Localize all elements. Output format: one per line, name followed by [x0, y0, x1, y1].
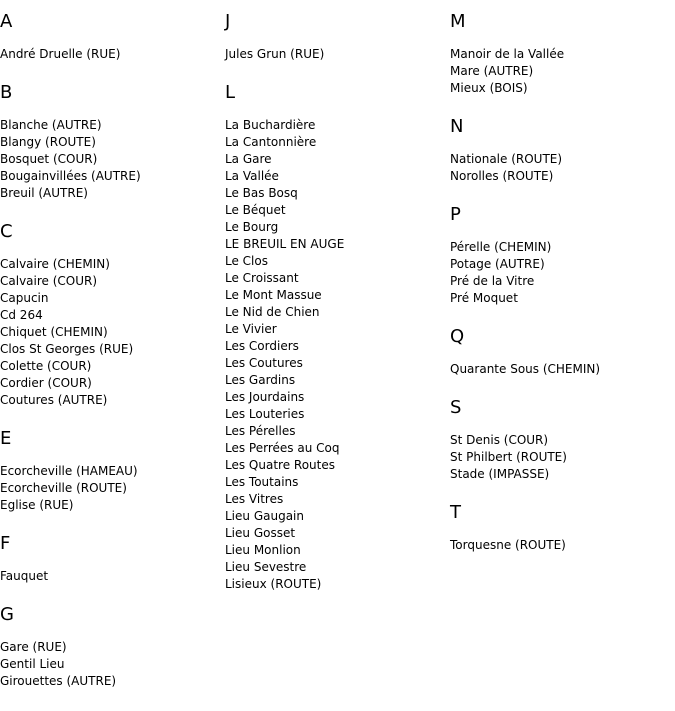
street-item[interactable]: Breuil (AUTRE) [0, 186, 88, 200]
street-item[interactable]: Lieu Sevestre [225, 560, 307, 574]
letter-heading: M [450, 11, 466, 32]
street-item[interactable]: Les Perrées au Coq [225, 441, 340, 455]
street-list [450, 361, 600, 378]
letter-group-g [0, 605, 141, 690]
letter-group-p [450, 205, 600, 307]
street-item[interactable]: Gare (RUE) [0, 640, 67, 654]
letter-heading: G [0, 604, 14, 625]
street-list [225, 117, 344, 593]
street-item[interactable]: Mare (AUTRE) [450, 64, 534, 78]
letter-group-a [0, 12, 141, 63]
letter-group-f [0, 534, 141, 585]
street-item[interactable]: Blanche (AUTRE) [0, 118, 102, 132]
letter-heading: Q [450, 326, 465, 347]
street-item[interactable]: Lieu Monlion [225, 543, 301, 557]
letter-heading: E [0, 428, 12, 449]
street-item[interactable]: Pré Moquet [450, 291, 518, 305]
street-list [450, 46, 600, 97]
street-item[interactable]: Les Quatre Routes [225, 458, 335, 472]
letter-group-s [450, 398, 600, 483]
letter-heading: B [0, 82, 13, 103]
street-list [0, 256, 141, 409]
street-item[interactable]: Capucin [0, 291, 49, 305]
street-item[interactable]: Cd 264 [0, 308, 43, 322]
street-list [0, 463, 141, 514]
street-item[interactable]: Gentil Lieu [0, 657, 65, 671]
street-item[interactable]: Le Mont Massue [225, 288, 322, 302]
street-list [450, 151, 600, 185]
street-item[interactable]: LE BREUIL EN AUGE [225, 237, 345, 251]
street-index-column-2 [225, 0, 344, 613]
street-item[interactable]: Calvaire (COUR) [0, 274, 98, 288]
street-item[interactable]: Girouettes (AUTRE) [0, 674, 117, 688]
street-list [0, 46, 141, 63]
street-item[interactable]: La Buchardière [225, 118, 316, 132]
letter-group-c [0, 222, 141, 409]
street-item[interactable]: Pré de la Vitre [450, 274, 535, 288]
street-item[interactable]: Mieux (BOIS) [450, 81, 528, 95]
street-item[interactable]: Le Béquet [225, 203, 286, 217]
street-item[interactable]: Le Nid de Chien [225, 305, 320, 319]
street-item[interactable]: Potage (AUTRE) [450, 257, 545, 271]
letter-heading: C [0, 221, 13, 242]
street-item[interactable]: Clos St Georges (RUE) [0, 342, 134, 356]
letter-heading: A [0, 11, 13, 32]
street-item[interactable]: Colette (COUR) [0, 359, 92, 373]
street-item[interactable]: Les Pérelles [225, 424, 296, 438]
street-item[interactable]: Les Gardins [225, 373, 296, 387]
letter-heading: N [450, 116, 464, 137]
street-item[interactable]: Les Louteries [225, 407, 305, 421]
street-item[interactable]: Ecorcheville (ROUTE) [0, 481, 127, 495]
street-item[interactable]: Le Bourg [225, 220, 279, 234]
letter-heading: P [450, 204, 461, 225]
street-item[interactable]: Lieu Gaugain [225, 509, 304, 523]
street-item[interactable]: La Vallée [225, 169, 279, 183]
street-item[interactable]: Les Jourdains [225, 390, 305, 404]
street-item[interactable]: Les Vitres [225, 492, 284, 506]
street-list [225, 46, 344, 63]
letter-group-b [0, 83, 141, 202]
street-item[interactable]: Quarante Sous (CHEMIN) [450, 362, 601, 376]
letter-group-j [225, 12, 344, 63]
street-list [450, 537, 600, 554]
street-item[interactable]: Bougainvillées (AUTRE) [0, 169, 141, 183]
letter-group-e [0, 429, 141, 514]
letter-group-n [450, 117, 600, 185]
street-item[interactable]: André Druelle (RUE) [0, 47, 121, 61]
street-item[interactable]: Le Bas Bosq [225, 186, 298, 200]
street-item[interactable]: Chiquet (CHEMIN) [0, 325, 108, 339]
letter-group-t [450, 503, 600, 554]
street-item[interactable]: La Cantonnière [225, 135, 317, 149]
street-item[interactable]: Les Toutains [225, 475, 299, 489]
street-item[interactable]: Les Coutures [225, 356, 303, 370]
street-item[interactable]: Cordier (COUR) [0, 376, 92, 390]
street-list [0, 568, 141, 585]
street-item[interactable]: Les Cordiers [225, 339, 299, 353]
street-index-column-3 [450, 0, 600, 574]
street-list [0, 117, 141, 202]
street-item[interactable]: Torquesne (ROUTE) [450, 538, 566, 552]
street-item[interactable]: Ecorcheville (HAMEAU) [0, 464, 138, 478]
street-item[interactable]: Blangy (ROUTE) [0, 135, 96, 149]
street-item[interactable]: Le Vivier [225, 322, 277, 336]
street-item[interactable]: Calvaire (CHEMIN) [0, 257, 110, 271]
letter-heading: S [450, 397, 462, 418]
street-item[interactable]: Bosquet (COUR) [0, 152, 98, 166]
street-item[interactable]: St Philbert (ROUTE) [450, 450, 567, 464]
letter-group-q [450, 327, 600, 378]
street-item[interactable]: Eglise (RUE) [0, 498, 74, 512]
street-item[interactable]: La Gare [225, 152, 272, 166]
street-item[interactable]: Fauquet [0, 569, 49, 583]
street-item[interactable]: Manoir de la Vallée [450, 47, 565, 61]
street-item[interactable]: St Denis (COUR) [450, 433, 549, 447]
street-item[interactable]: Lisieux (ROUTE) [225, 577, 322, 591]
street-item[interactable]: Le Clos [225, 254, 268, 268]
street-list [0, 639, 141, 690]
street-item[interactable]: Nationale (ROUTE) [450, 152, 563, 166]
letter-group-l [225, 83, 344, 593]
letter-heading: T [450, 502, 461, 523]
letter-heading: J [225, 11, 231, 32]
street-item[interactable]: Norolles (ROUTE) [450, 169, 554, 183]
street-item[interactable]: Lieu Gosset [225, 526, 296, 540]
street-index-column-1 [0, 0, 141, 710]
street-item[interactable]: Stade (IMPASSE) [450, 467, 550, 481]
street-item[interactable]: Coutures (AUTRE) [0, 393, 108, 407]
letter-heading: F [0, 533, 11, 554]
street-item[interactable]: Pérelle (CHEMIN) [450, 240, 552, 254]
letter-heading: L [225, 82, 236, 103]
street-list [450, 239, 600, 307]
street-item[interactable]: Le Croissant [225, 271, 299, 285]
street-list [450, 432, 600, 483]
letter-group-m [450, 12, 600, 97]
street-item[interactable]: Jules Grun (RUE) [225, 47, 325, 61]
